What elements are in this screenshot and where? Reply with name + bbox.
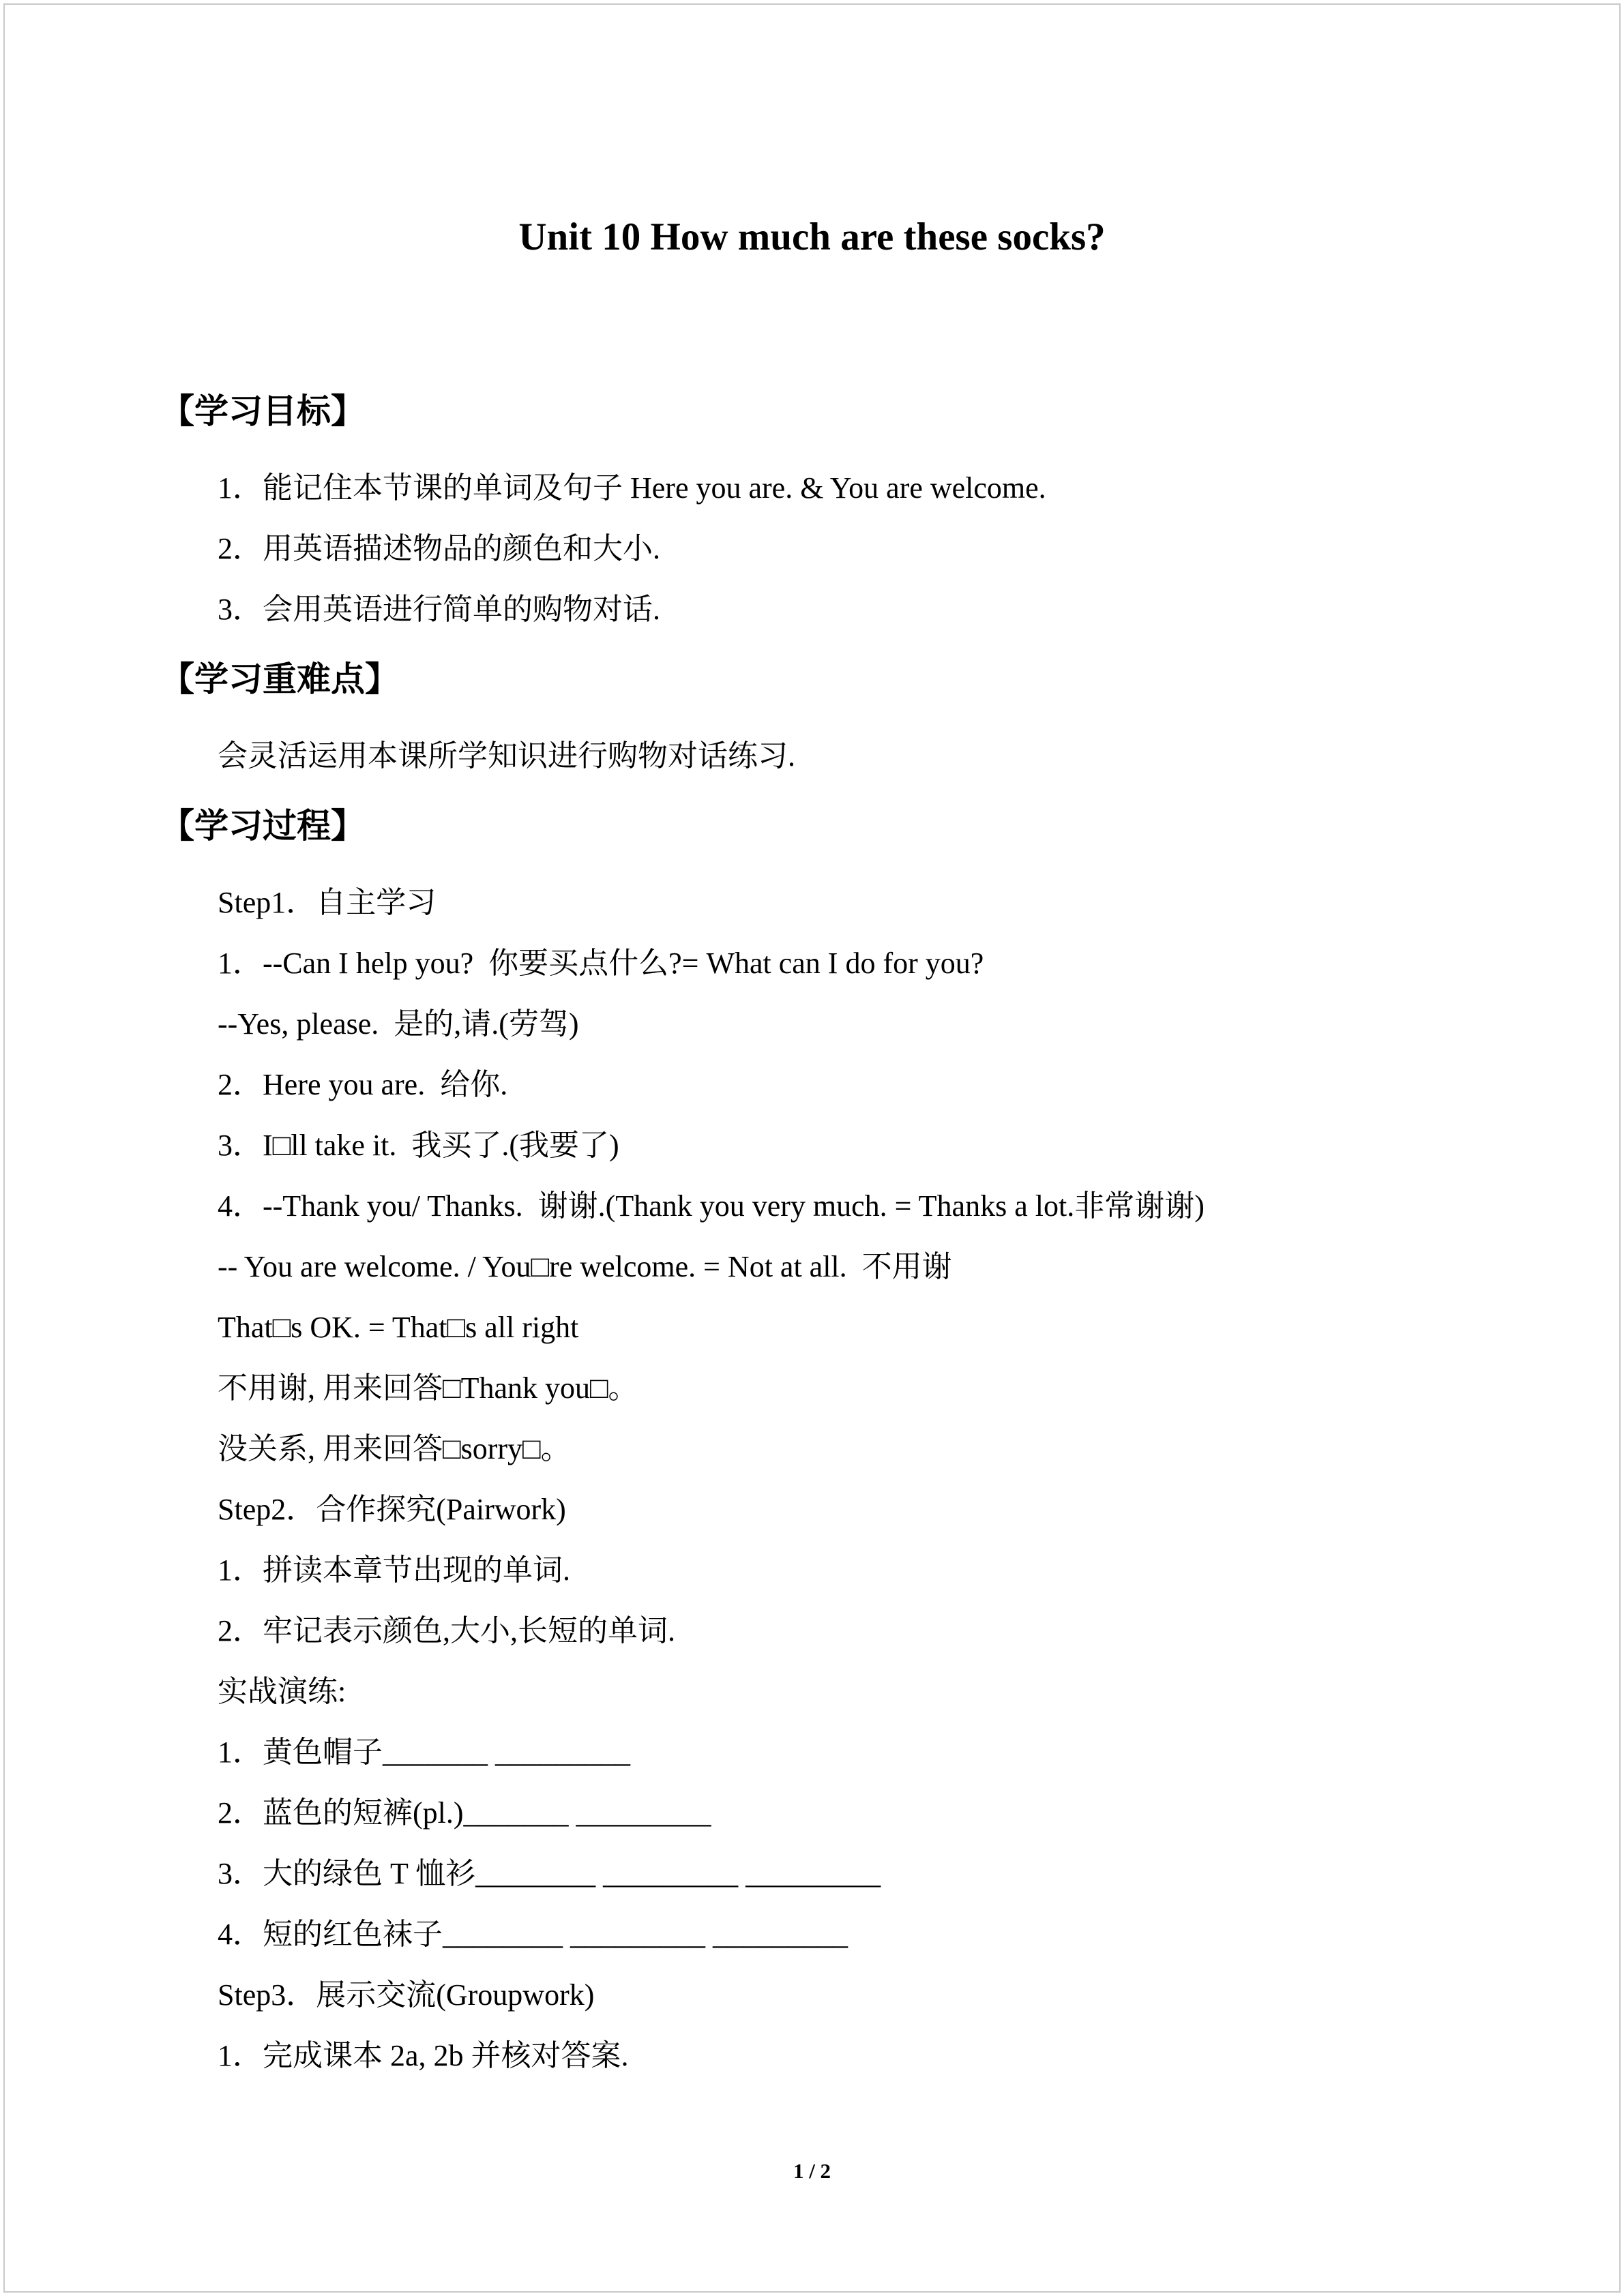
objectives-item: 1．能记住本节课的单词及句子 Here you are. & You are welcome. <box>218 471 1046 505</box>
process-item: 3．I□ll take it. 我买了.(我要了) <box>218 1129 619 1163</box>
section-heading-key-points: 【学习重难点】 <box>160 660 399 699</box>
objectives-item: 2．用英语描述物品的颜色和大小. <box>218 532 660 566</box>
key-points-item: 会灵活运用本课所学知识进行购物对话练习. <box>218 739 795 773</box>
process-item: 1．--Can I help you? 你要买点什么?= What can I do for you? <box>218 946 984 981</box>
section-heading-objectives: 【学习目标】 <box>160 392 365 431</box>
process-step3-title: Step3．展示交流(Groupwork) <box>218 1978 595 2012</box>
section-key-points <box>160 659 1464 786</box>
process-step2-title: Step2．合作探究(Pairwork) <box>218 1493 566 1527</box>
section-process <box>160 805 1464 2086</box>
process-item: 1．完成课本 2a, 2b 并核对答案. <box>218 2039 629 2073</box>
process-step1-title: Step1．自主学习 <box>218 886 437 920</box>
objectives-item: 3．会用英语进行简单的购物对话. <box>218 593 660 627</box>
section-objectives <box>160 391 1464 640</box>
process-item: 4．--Thank you/ Thanks. 谢谢.(Thank you very much. = Thanks a lot.非常谢谢) <box>218 1189 1205 1223</box>
practice-blank-item: 4．短的红色袜子________ _________ _________ <box>218 1918 848 1952</box>
practice-blank-item: 1．黄色帽子_______ _________ <box>218 1735 630 1770</box>
process-item: That□s OK. = That□s all right <box>218 1311 579 1345</box>
process-item: --Yes, please. 是的,请.(劳驾) <box>218 1007 579 1041</box>
document-title: Unit 10 How much are these socks? <box>518 215 1106 258</box>
practice-label: 实战演练: <box>218 1675 346 1709</box>
practice-blank-item: 2．蓝色的短裤(pl.)_______ _________ <box>218 1796 711 1830</box>
page-number: 1 / 2 <box>793 2159 831 2183</box>
process-item: -- You are welcome. / You□re welcome. = Not at all. 不用谢 <box>218 1250 952 1284</box>
process-item: 没关系, 用来回答□sorry□。 <box>218 1432 571 1466</box>
section-heading-process: 【学习过程】 <box>160 807 365 846</box>
document-page <box>3 3 1621 2293</box>
process-item: 1．拼读本章节出现的单词. <box>218 1553 570 1587</box>
process-item: 2．Here you are. 给你. <box>218 1068 508 1102</box>
practice-blank-item: 3．大的绿色 T 恤衫________ _________ _________ <box>218 1857 881 1891</box>
process-item: 2．牢记表示颜色,大小,长短的单词. <box>218 1614 675 1648</box>
process-item: 不用谢, 用来回答□Thank you□。 <box>218 1371 638 1405</box>
